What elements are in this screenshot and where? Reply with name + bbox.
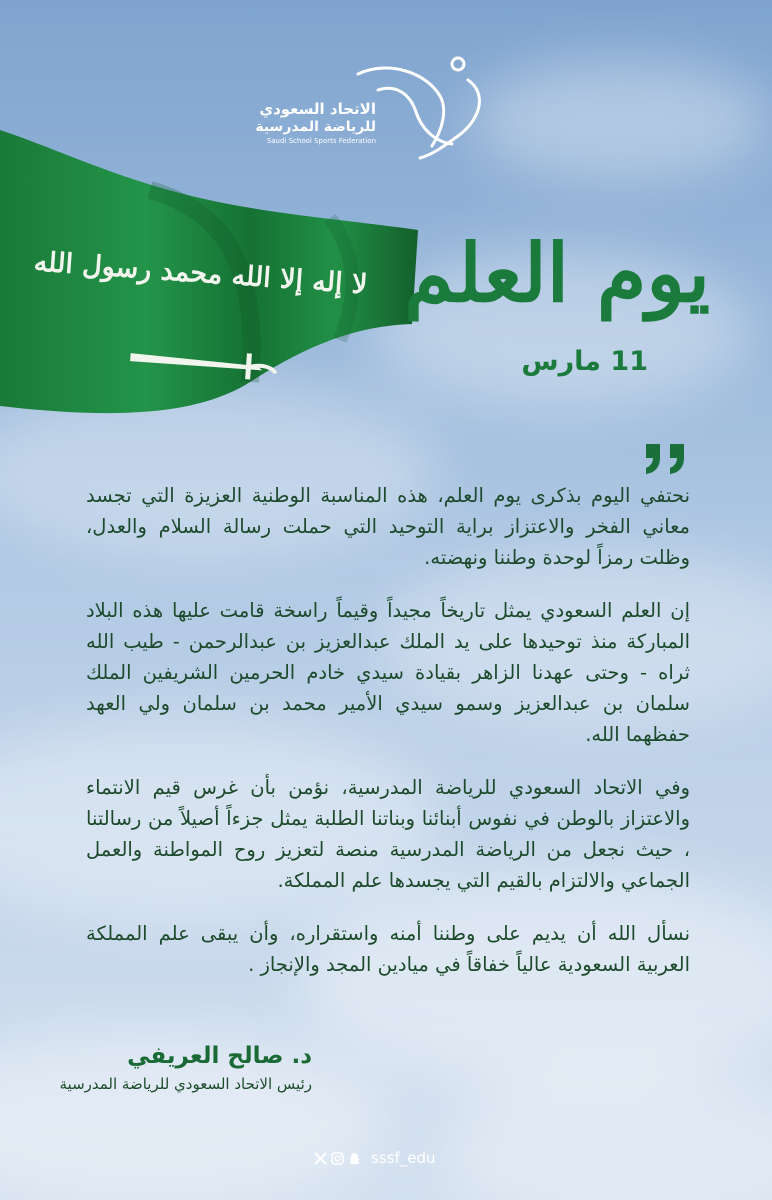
- page-title: يوم العلم: [404, 226, 710, 320]
- signature: [60, 1040, 313, 1096]
- message-paragraph: نسأل الله أن يديم على وطننا أمنه واستقراره، وأن يبقى علم المملكة العربية السعودية عالياً خفاقاً في ميادين المجد والإنجاز .: [86, 922, 690, 976]
- flag-shahada: لا إله إلا الله محمد رسول الله: [32, 246, 369, 301]
- social-handle[interactable]: sssf_edu: [371, 1149, 436, 1167]
- message-paragraph: إن العلم السعودي يمثل تاريخاً مجيداً وقيماً راسخة قامت عليها هذه البلاد المباركة منذ توحيدها على يد الملك عبدالعزيز بن عبدالرحمن - طيب الله ثراه - وحتى عهدنا الزاهر بقيادة سيدي خادم الحرمين الشريفين الملك سلمان بن عبدالعزيز وسمو سيدي الأمير محمد بن سلمان ولي العهد حفظهما الله.: [86, 599, 690, 746]
- logo-ar-line1: الاتحاد السعودي: [259, 100, 376, 118]
- signatory-name: د. صالح العريفي: [127, 1043, 312, 1069]
- snapchat-icon[interactable]: [348, 1152, 361, 1165]
- x-icon[interactable]: [314, 1152, 327, 1165]
- title-block: [404, 218, 710, 388]
- quote-icon: [642, 440, 690, 476]
- signatory-title: رئيس الاتحاد السعودي للرياضة المدرسية: [59, 1075, 312, 1093]
- message-paragraph: نحتفي اليوم بذكرى يوم العلم، هذه المناسبة الوطنية العزيزة التي تجسد معاني الفخر والاعتزاز براية التوحيد التي حملت رسالة السلام والعدل، وظلت رمزاً لوحدة وطننا ونهضته.: [86, 484, 690, 569]
- saudi-flag: [0, 120, 430, 420]
- instagram-icon[interactable]: [331, 1152, 344, 1165]
- logo-ar-line2: للرياضة المدرسية: [255, 119, 376, 135]
- message-paragraph: وفي الاتحاد السعودي للرياضة المدرسية، نؤمن بأن غرس قيم الانتماء والاعتزاز بالوطن في نفوس أبنائنا وبناتنا الطلبة يمثل جزءاً أصيلاً من رسالتنا ، حيث نجعل من الرياضة المدرسية منصة لتعزيز روح المواطنة والعمل الجماعي والالتزام بالقيم التي يجسدها علم المملكة.: [86, 776, 690, 892]
- title-date: 11 مارس: [521, 346, 648, 377]
- message-body: [86, 480, 690, 1002]
- logo-en-name: Saudi School Sports Federation: [266, 137, 376, 145]
- social-footer: [314, 1147, 464, 1169]
